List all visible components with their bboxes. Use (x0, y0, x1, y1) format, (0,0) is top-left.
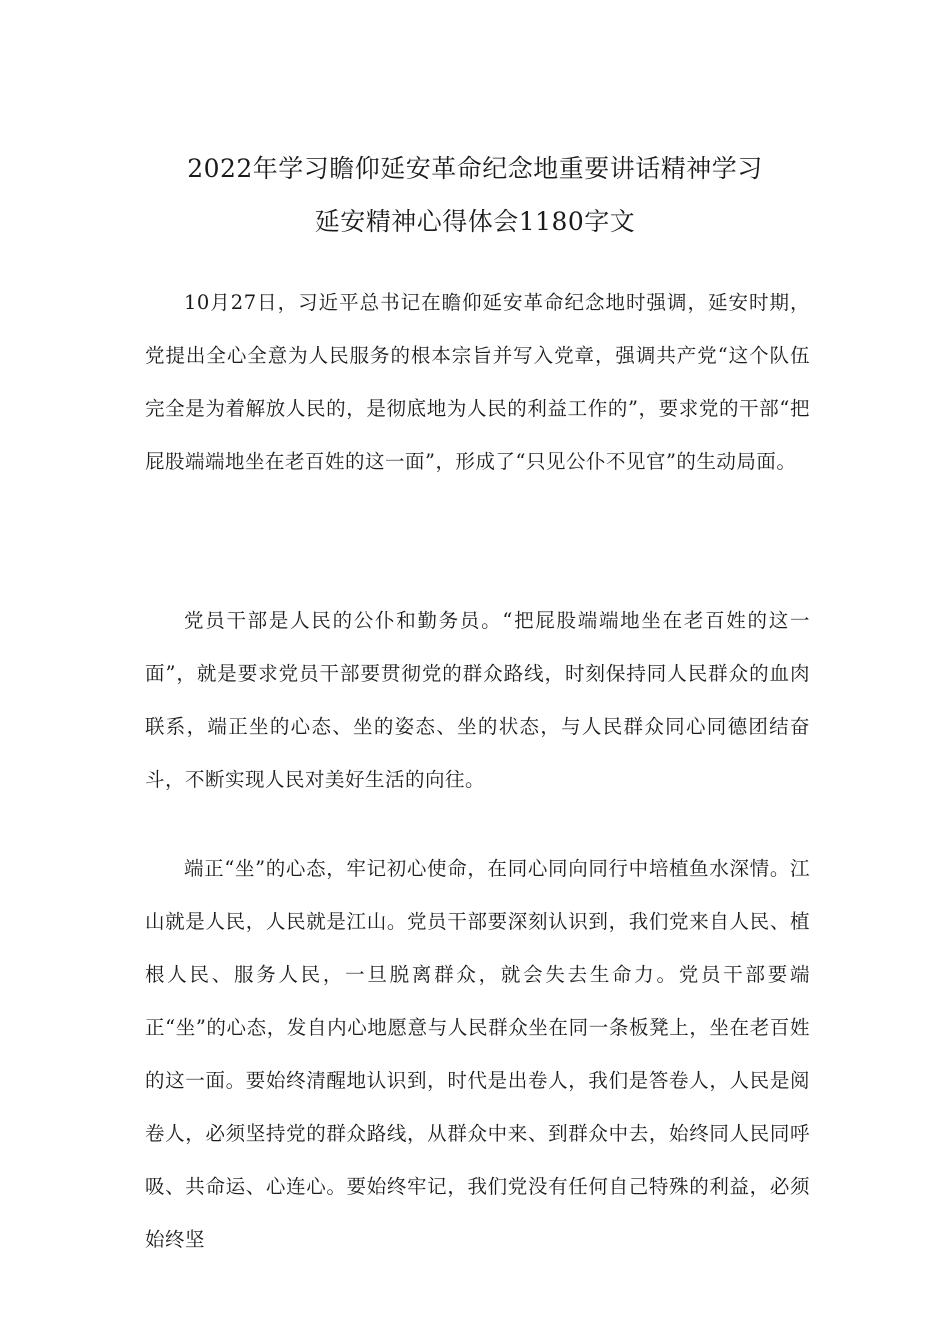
document-title-line-1: 2022年学习瞻仰延安革命纪念地重要讲话精神学习 (187, 153, 763, 183)
body-paragraph-1: 10月27日，习近平总书记在瞻仰延安革命纪念地时强调，延安时期，党提出全心全意为人民服务的根本宗旨并写入党章，强调共产党“这个队伍完全是为着解放人民的，是彻底地为人民的利益工作的”，要求党的干部“把屁股端端地坐在老百姓的这一面”，形成了“只见公仆不见官”的生动局面。 (145, 290, 810, 473)
document-title (120, 142, 830, 248)
body-paragraph-2: 党员干部是人民的公仆和勤务员。“把屁股端端地坐在老百姓的这一面”，就是要求党员干部要贯彻党的群众路线，时刻保持同人民群众的血肉联系，端正坐的心态、坐的姿态、坐的状态，与人民群众同心同德团结奋斗，不断实现人民对美好生活的向往。 (145, 608, 810, 791)
document-title-line-2: 延安精神心得体会1180字文 (314, 206, 636, 236)
body-paragraph-3: 端正“坐”的心态，牢记初心使命，在同心同向同行中培植鱼水深情。江山就是人民，人民就是江山。党员干部要深刻认识到，我们党来自人民、植根人民、服务人民，一旦脱离群众，就会失去生命力。党员干部要端正“坐”的心态，发自内心地愿意与人民群众坐在同一条板凳上，坐在老百姓的这一面。要始终清醒地认识到，时代是出卷人，我们是答卷人，人民是阅卷人，必须坚持党的群众路线，从群众中来、到群众中去，始终同人民同呼吸、共命运、心连心。要始终牢记，我们党没有任何自己特殊的利益，必须始终坚 (145, 856, 810, 1251)
